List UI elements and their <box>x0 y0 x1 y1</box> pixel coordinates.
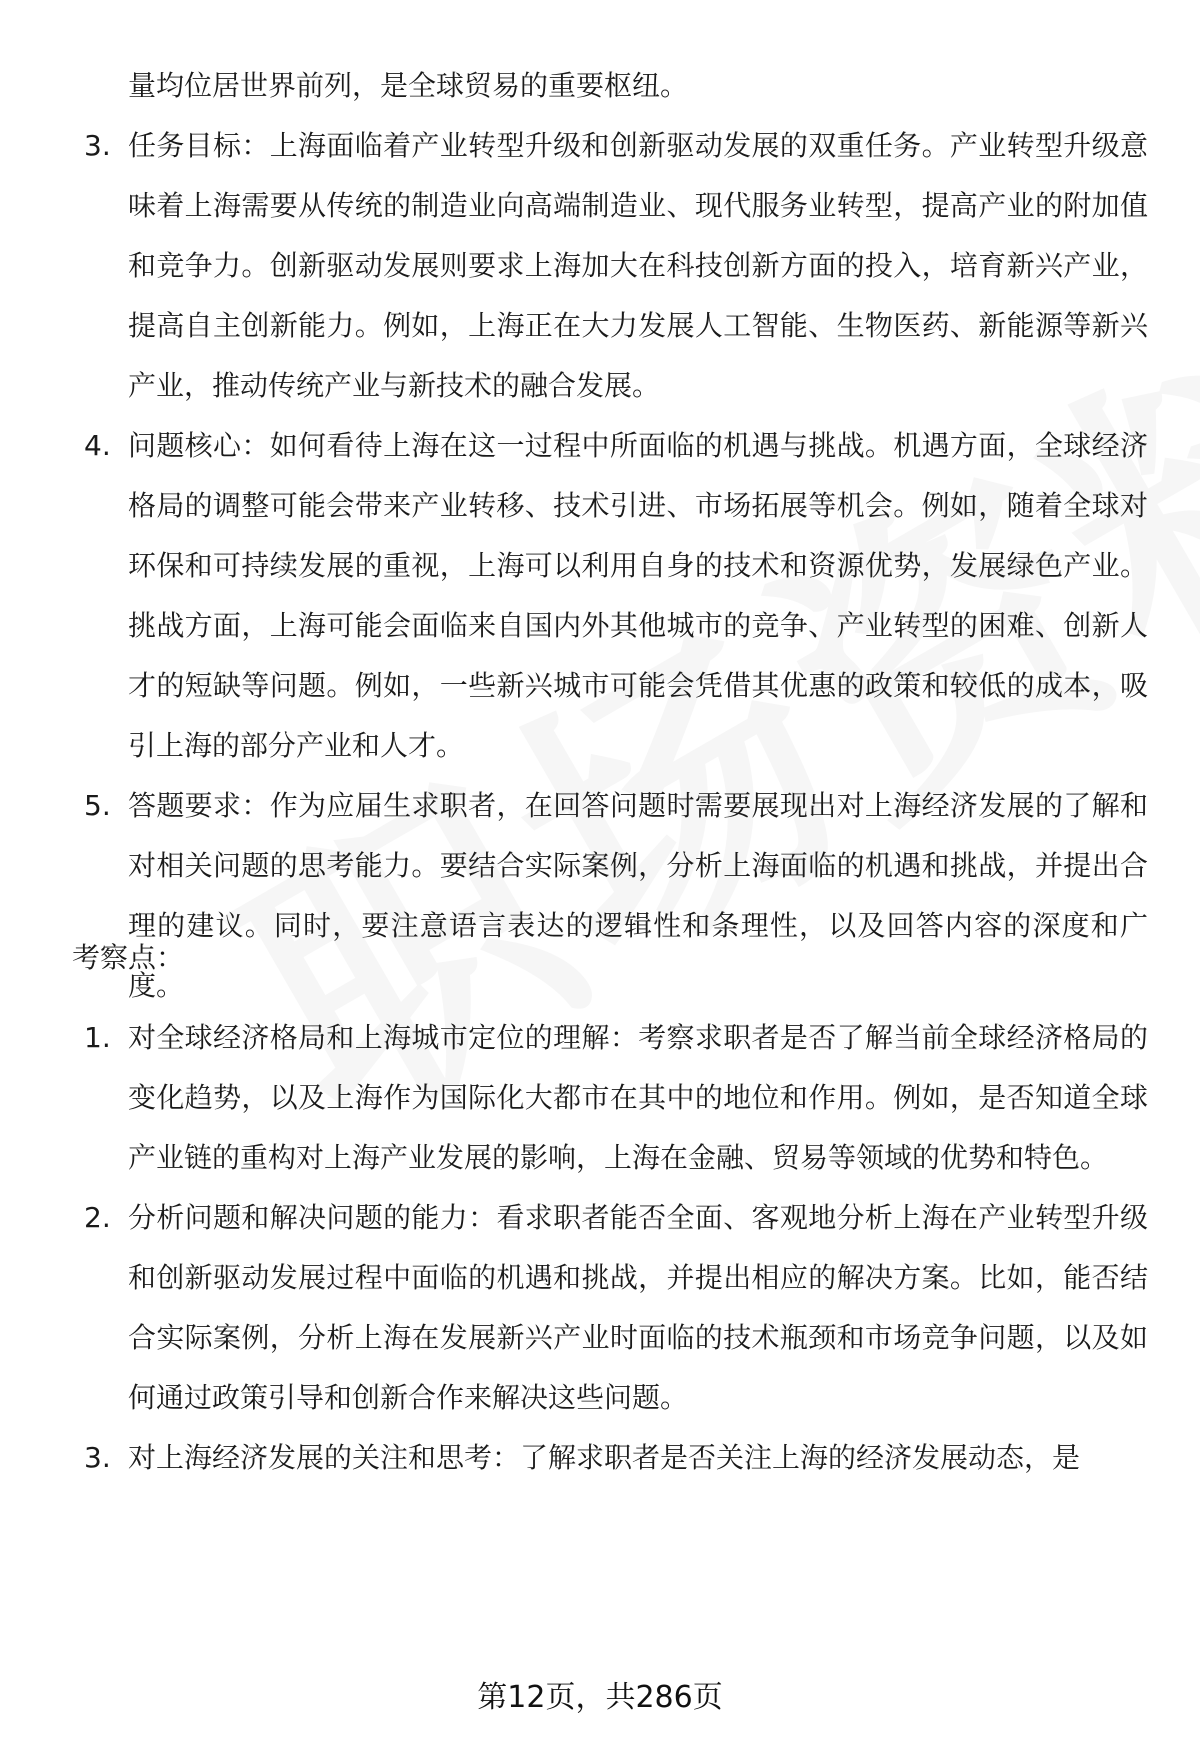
assessment-points-list <box>0 1008 1200 1488</box>
list-item <box>0 1188 1148 1428</box>
list-item <box>0 116 1148 416</box>
list-item-number: 3. <box>84 1441 111 1474</box>
list-item-text: 任务目标：上海面临着产业转型升级和创新驱动发展的双重任务。产业转型升级意味着上海需要从传统的制造业向高端制造业、现代服务业转型，提高产业的附加值和竞争力。创新驱动发展则要求上海加大在科技创新方面的投入，培育新兴产业，提高自主创新能力。例如，上海正在大力发展人工智能、生物医药、新能源等新兴产业，推动传统产业与新技术的融合发展。 <box>128 129 1148 402</box>
list-item-text: 问题核心：如何看待上海在这一过程中所面临的机遇与挑战。机遇方面，全球经济格局的调整可能会带来产业转移、技术引进、市场拓展等机会。例如，随着全球对环保和可持续发展的重视，上海可以利用自身的技术和资源优势，发展绿色产业。挑战方面，上海可能会面临来自国内外其他城市的竞争、产业转型的困难、创新人才的短缺等问题。例如，一些新兴城市可能会凭借其优惠的政策和较低的成本，吸引上海的部分产业和人才。 <box>128 429 1148 762</box>
requirements-list <box>0 116 1200 1016</box>
page-footer: 第12页，共286页 <box>477 1680 723 1715</box>
list-item <box>0 416 1148 776</box>
list-item-number: 1. <box>84 1021 111 1054</box>
list-item-number: 4. <box>84 429 111 462</box>
continuation-text: 量均位居世界前列，是全球贸易的重要枢纽。 <box>128 69 689 102</box>
list-item-text: 分析问题和解决问题的能力：看求职者能否全面、客观地分析上海在产业转型升级和创新驱动发展过程中面临的机遇和挑战，并提出相应的解决方案。比如，能否结合实际案例，分析上海在发展新兴产业时面临的技术瓶颈和市场竞争问题，以及如何通过政策引导和创新合作来解决这些问题。 <box>128 1201 1148 1414</box>
list-item-number: 5. <box>84 789 111 822</box>
list-item-text: 答题要求：作为应届生求职者，在回答问题时需要展现出对上海经济发展的了解和对相关问题的思考能力。要结合实际案例，分析上海面临的机遇和挑战，并提出合理的建议。同时，要注意语言表达的逻辑性和条理性，以及回答内容的深度和广度。 <box>128 789 1148 1002</box>
list-item-text: 对上海经济发展的关注和思考：了解求职者是否关注上海的经济发展动态，是 <box>128 1441 1081 1474</box>
section-heading: 考察点： <box>72 941 185 974</box>
list-item-number: 3. <box>84 129 111 162</box>
list-item <box>0 1428 1148 1488</box>
list-item <box>0 1008 1148 1188</box>
list-item-number: 2. <box>84 1201 111 1234</box>
list-item-text: 对全球经济格局和上海城市定位的理解：考察求职者是否了解当前全球经济格局的变化趋势，以及上海作为国际化大都市在其中的地位和作用。例如，是否知道全球产业链的重构对上海产业发展的影响，上海在金融、贸易等领域的优势和特色。 <box>128 1021 1148 1174</box>
